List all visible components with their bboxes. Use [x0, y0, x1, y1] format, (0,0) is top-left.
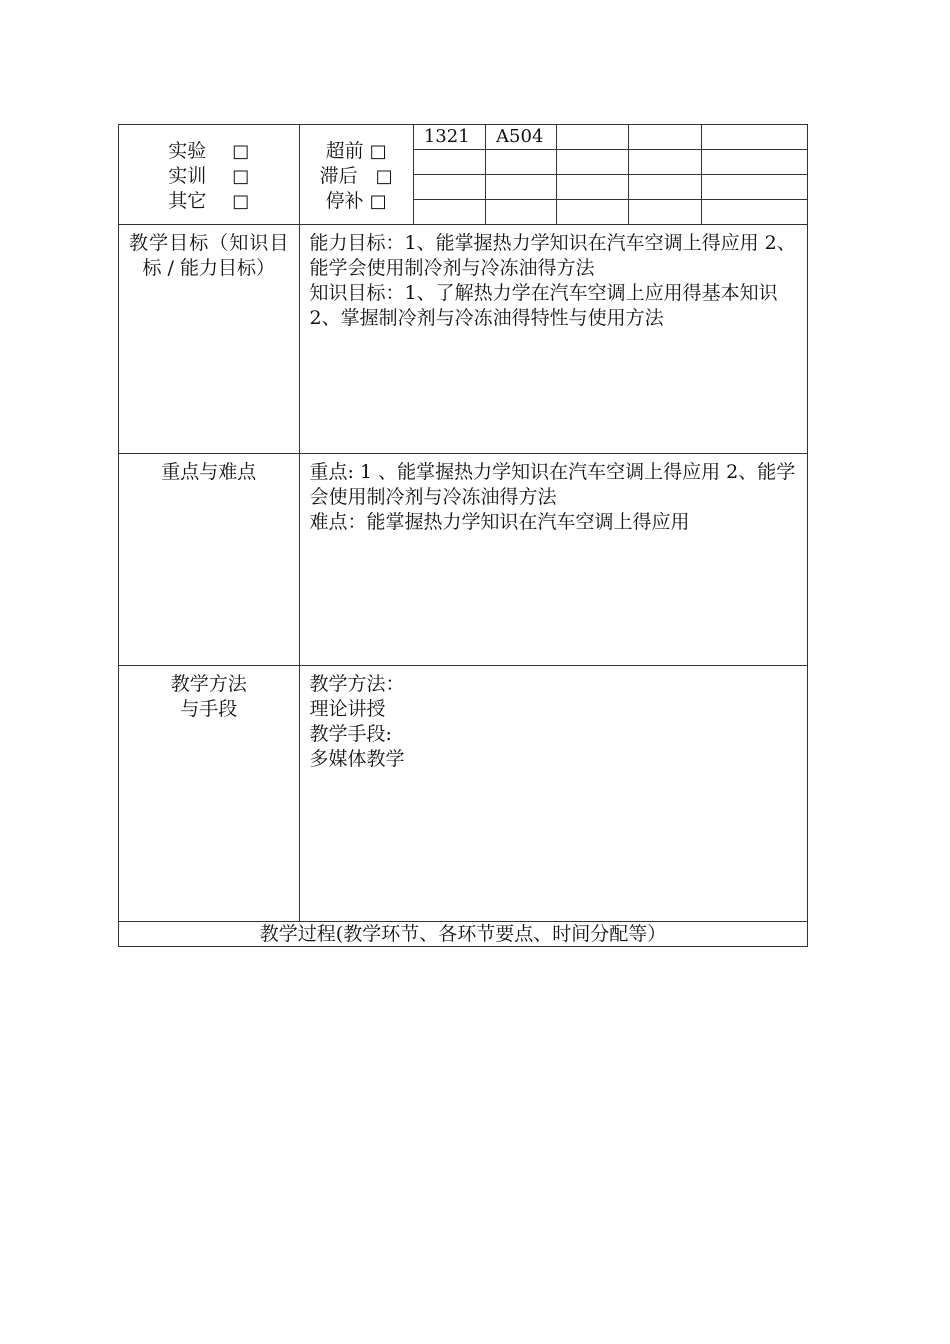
checkbox-icon[interactable]: □: [232, 141, 250, 162]
key-points-content[interactable]: [299, 454, 807, 666]
methods-line: 理论讲授: [309, 698, 386, 720]
grid-cell[interactable]: [701, 150, 807, 175]
lesson-type-cell: [119, 125, 300, 225]
grid-cell[interactable]: [413, 175, 485, 200]
status-behind[interactable]: 滞后 □: [319, 165, 393, 187]
key-point: 重点: 1 、能掌握热力学知识在汽车空调上得应用 2、能学会使用制冷剂与冷冻油得方法: [309, 461, 796, 508]
process-header: 教学过程(教学环节、各环节要点、时间分配等）: [119, 922, 808, 947]
checkbox-icon[interactable]: □: [369, 141, 387, 162]
methods-line: 教学方法：: [309, 673, 405, 695]
grid-cell[interactable]: [629, 125, 701, 150]
grid-cell[interactable]: [629, 200, 701, 225]
objectives-content[interactable]: [299, 225, 807, 454]
lesson-status-cell: [299, 125, 413, 225]
checkbox-icon[interactable]: □: [232, 191, 250, 212]
methods-line: 教学手段:: [309, 723, 392, 745]
grid-cell[interactable]: [413, 150, 485, 175]
grid-cell[interactable]: [701, 125, 807, 150]
type-other[interactable]: 其它 □: [168, 190, 250, 212]
lesson-plan-table: [118, 124, 808, 947]
status-makeup[interactable]: 停补 □: [325, 190, 387, 212]
objectives-label: 教学目标（知识目标 / 能力目标）: [119, 225, 300, 454]
grid-cell[interactable]: [557, 150, 629, 175]
grid-cell[interactable]: [701, 175, 807, 200]
methods-content[interactable]: [299, 666, 807, 922]
grid-cell[interactable]: [557, 200, 629, 225]
type-experiment[interactable]: 实验 □: [168, 140, 250, 162]
grid-cell[interactable]: [486, 150, 557, 175]
grid-cell[interactable]: [486, 200, 557, 225]
methods-label: 教学方法 与手段: [119, 666, 300, 922]
type-training[interactable]: 实训 □: [168, 165, 250, 187]
key-points-label: 重点与难点: [119, 454, 300, 666]
grid-cell[interactable]: [413, 200, 485, 225]
grid-cell[interactable]: [557, 175, 629, 200]
grid-cell[interactable]: A504: [486, 125, 557, 150]
difficult-point: 难点：能掌握热力学知识在汽车空调上得应用: [309, 511, 690, 533]
grid-cell[interactable]: [557, 125, 629, 150]
checkbox-icon[interactable]: □: [369, 191, 387, 212]
grid-cell[interactable]: 1321: [413, 125, 485, 150]
checkbox-icon[interactable]: □: [375, 166, 393, 187]
checkbox-icon[interactable]: □: [232, 166, 250, 187]
status-ahead[interactable]: 超前 □: [325, 140, 387, 162]
grid-cell[interactable]: [701, 200, 807, 225]
knowledge-objective: 知识目标：1、了解热力学在汽车空调上应用得基本知识 2、掌握制冷剂与冷冻油得特性与使用方法: [309, 282, 778, 329]
grid-cell[interactable]: [629, 150, 701, 175]
grid-cell[interactable]: [629, 175, 701, 200]
grid-cell[interactable]: [486, 175, 557, 200]
ability-objective: 能力目标：1、能掌握热力学知识在汽车空调上得应用 2、能学会使用制冷剂与冷冻油得方法: [309, 232, 796, 279]
methods-line: 多媒体教学: [309, 748, 405, 770]
